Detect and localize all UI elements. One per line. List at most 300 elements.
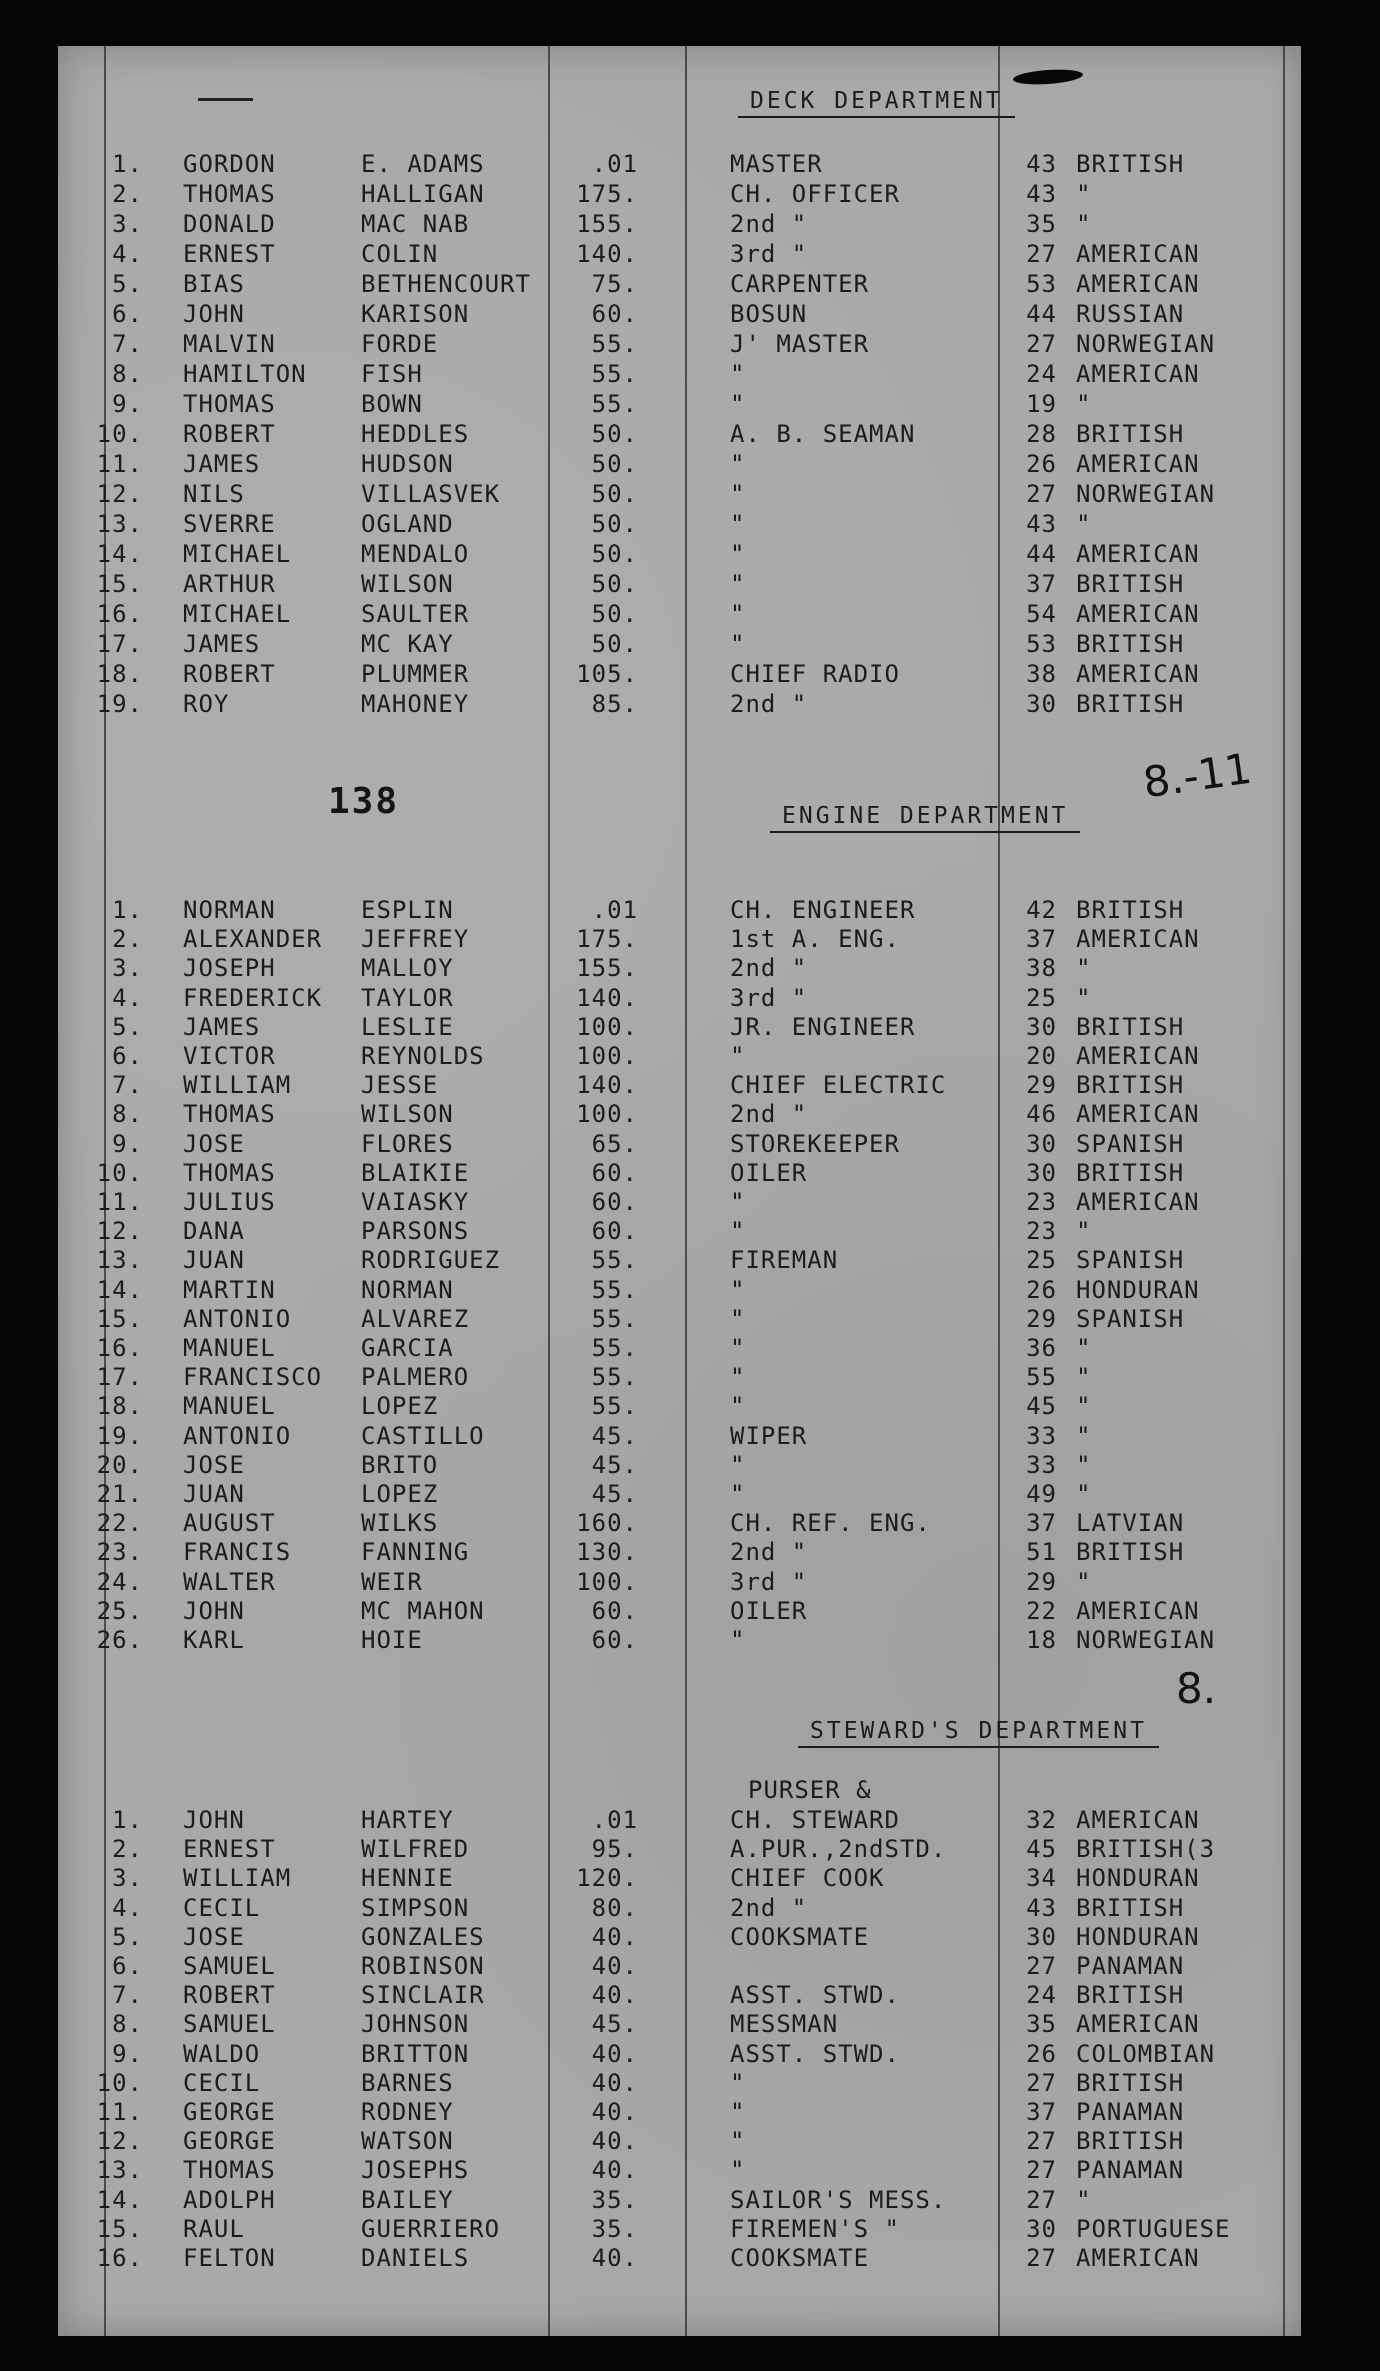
age: 24 [1026,1981,1057,2010]
age: 27 [1026,2156,1057,2185]
crew-number: 11. [96,2098,143,2126]
wage: 55. [591,1304,638,1333]
last-name: WILSON [361,1100,454,1129]
nationality: RUSSIAN [1076,300,1185,328]
rating: " [730,1042,746,1070]
age: 35 [1026,210,1057,238]
wage: 100. [576,1567,638,1596]
crew-number: 15. [96,570,143,598]
nationality: AMERICAN [1076,600,1200,628]
age: 38 [1026,954,1057,983]
age: 43 [1026,510,1057,538]
ink-blot [1013,68,1084,87]
crew-row [58,2040,1301,2069]
last-name: MC MAHON [361,1596,485,1625]
last-name: MAHONEY [361,690,470,718]
rating: " [730,1217,746,1246]
last-name: PALMERO [361,1363,470,1392]
first-name: JOHN [183,300,245,328]
wage: 55. [591,1363,638,1392]
last-name: HUDSON [361,450,454,478]
first-name: RAUL [183,2214,245,2243]
age: 55 [1026,1363,1057,1392]
first-name: JOSE [183,1450,245,1479]
first-name: CECIL [183,2068,261,2097]
last-name: VILLASVEK [361,480,501,508]
age: 43 [1026,1893,1057,1922]
crew-list-page [58,46,1301,2336]
rating: CHIEF COOK [730,1864,885,1893]
age: 33 [1026,1450,1057,1479]
last-name: GARCIA [361,1334,454,1362]
crew-number: 18. [96,1392,143,1421]
crew-number: 17. [96,1363,143,1392]
crew-number: 7. [112,1071,143,1100]
last-name: BLAIKIE [361,1158,470,1187]
wage: 45. [591,1480,638,1508]
sheet-number: 138 [328,781,400,822]
first-name: FELTON [183,2244,276,2272]
last-name: MC KAY [361,630,454,658]
age: 36 [1026,1334,1057,1362]
nationality: BRITISH [1076,690,1185,718]
first-name: SAMUEL [183,2010,276,2039]
purser-prefix: PURSER & [748,1776,872,1804]
wage: 60. [591,1596,638,1625]
nationality: HONDURAN [1076,1864,1200,1893]
nationality: SPANISH [1076,1129,1185,1158]
last-name: FORDE [361,330,439,358]
rating: ASST. STWD. [730,2039,900,2068]
last-name: PARSONS [361,1217,470,1246]
last-name: LESLIE [361,1012,454,1041]
crew-row [58,630,1301,659]
rating: " [730,2068,746,2097]
first-name: FRANCIS [183,1538,292,1567]
wage: 50. [591,480,638,508]
age: 32 [1026,1806,1057,1834]
age: 43 [1026,180,1057,208]
first-name: BIAS [183,270,245,298]
crew-row [58,1509,1301,1538]
crew-number: 1. [112,150,143,178]
last-name: RODRIGUEZ [361,1246,501,1275]
crew-number: 16. [96,1334,143,1362]
first-name: VICTOR [183,1042,276,1070]
last-name: FISH [361,360,423,388]
nationality: " [1076,1334,1092,1362]
crew-number: 13. [96,1246,143,1275]
age: 27 [1026,480,1057,508]
crew-number: 12. [96,480,143,508]
first-name: DANA [183,1217,245,1246]
crew-row [58,660,1301,689]
rating: 2nd " [730,954,808,983]
wage: 175. [576,925,638,954]
nationality: NORWEGIAN [1076,330,1216,358]
last-name: MENDALO [361,540,470,568]
crew-number: 1. [112,1806,143,1834]
rating: " [730,2156,746,2185]
rating: CARPENTER [730,270,870,298]
crew-row [58,270,1301,299]
first-name: NILS [183,480,245,508]
age: 29 [1026,1304,1057,1333]
wage: 60. [591,1188,638,1216]
age: 53 [1026,270,1057,298]
nationality: " [1076,210,1092,238]
rating: WIPER [730,1421,808,1450]
age: 37 [1026,925,1057,954]
crew-number: 13. [96,510,143,538]
wage: 75. [591,270,638,298]
last-name: WILSON [361,570,454,598]
crew-row [58,180,1301,209]
nationality: AMERICAN [1076,2244,1200,2272]
age: 27 [1026,330,1057,358]
last-name: JOSEPHS [361,2156,470,2185]
wage: 50. [591,600,638,628]
rating: A. B. SEAMAN [730,420,916,448]
nationality: " [1076,510,1092,538]
nationality: " [1076,1217,1092,1246]
wage: 160. [576,1509,638,1538]
last-name: GONZALES [361,1922,485,1951]
rating: MASTER [730,150,823,178]
age: 30 [1026,1158,1057,1187]
last-name: LOPEZ [361,1392,439,1421]
crew-row [58,1100,1301,1129]
crew-row [58,2186,1301,2215]
first-name: JOSEPH [183,954,276,983]
wage: 50. [591,630,638,658]
rating: ASST. STWD. [730,1981,900,2010]
crew-row [58,300,1301,329]
wage: 40. [591,2068,638,2097]
last-name: HENNIE [361,1864,454,1893]
crew-number: 12. [96,1217,143,1246]
wage: 175. [576,180,638,208]
nationality: BRITISH [1076,1071,1185,1100]
crew-row [58,1334,1301,1363]
age: 30 [1026,2214,1057,2243]
wage: 130. [576,1538,638,1567]
crew-number: 26. [96,1626,143,1654]
crew-row [58,1392,1301,1421]
nationality: " [1076,1363,1092,1392]
first-name: AUGUST [183,1509,276,1538]
wage: 50. [591,570,638,598]
crew-number: 16. [96,600,143,628]
crew-row [58,1451,1301,1480]
rating: MESSMAN [730,2010,839,2039]
nationality: BRITISH(3 [1076,1835,1216,1864]
crew-number: 8. [112,1100,143,1129]
wage: 105. [576,660,638,688]
last-name: WATSON [361,2127,454,2156]
crew-number: 6. [112,1042,143,1070]
first-name: FREDERICK [183,983,323,1012]
rating: J' MASTER [730,330,870,358]
last-name: WILFRED [361,1835,470,1864]
wage: 40. [591,2127,638,2156]
crew-row [58,420,1301,449]
age: 38 [1026,660,1057,688]
rating: " [730,1188,746,1216]
nationality: AMERICAN [1076,540,1200,568]
nationality: " [1076,1480,1092,1508]
wage: 50. [591,510,638,538]
crew-number: 9. [112,2039,143,2068]
first-name: JUAN [183,1246,245,1275]
crew-row [58,210,1301,239]
crew-row [58,1363,1301,1392]
crew-row [58,330,1301,359]
first-name: WILLIAM [183,1864,292,1893]
last-name: HOIE [361,1626,423,1654]
rating: 2nd " [730,1538,808,1567]
age: 27 [1026,240,1057,268]
rating: FIREMEN'S " [730,2214,900,2243]
crew-number: 13. [96,2156,143,2185]
last-name: BRITTON [361,2039,470,2068]
nationality: BRITISH [1076,1012,1185,1041]
rating: 2nd " [730,1893,808,1922]
first-name: ROBERT [183,420,276,448]
age: 54 [1026,600,1057,628]
rating: " [730,1304,746,1333]
rating: " [730,1450,746,1479]
crew-row [58,1305,1301,1334]
deck-department-heading: DECK DEPARTMENT [738,88,1015,118]
last-name: VAIASKY [361,1188,470,1216]
age: 27 [1026,1952,1057,1980]
nationality: BRITISH [1076,570,1185,598]
rating: " [730,2127,746,2156]
wage: 50. [591,450,638,478]
crew-row [58,1864,1301,1893]
nationality: SPANISH [1076,1246,1185,1275]
crew-row [58,984,1301,1013]
wage: 120. [576,1864,638,1893]
crew-number: 3. [112,1864,143,1893]
crew-number: 20. [96,1450,143,1479]
wage: 55. [591,1392,638,1421]
crew-row [58,1568,1301,1597]
rating: OILER [730,1158,808,1187]
crew-number: 5. [112,1012,143,1041]
nationality: HONDURAN [1076,1275,1200,1304]
crew-number: 8. [112,2010,143,2039]
last-name: E. ADAMS [361,150,485,178]
age: 49 [1026,1480,1057,1508]
rating: SAILOR'S MESS. [730,2185,947,2214]
wage: 60. [591,1217,638,1246]
crew-row [58,896,1301,925]
crew-row [58,1981,1301,2010]
wage: 95. [591,1835,638,1864]
age: 46 [1026,1100,1057,1129]
crew-number: 21. [96,1480,143,1508]
nationality: SPANISH [1076,1304,1185,1333]
wage: 140. [576,1071,638,1100]
crew-row [58,1130,1301,1159]
first-name: ROY [183,690,230,718]
age: 27 [1026,2127,1057,2156]
last-name: HALLIGAN [361,180,485,208]
first-name: MALVIN [183,330,276,358]
nationality: AMERICAN [1076,360,1200,388]
age: 33 [1026,1421,1057,1450]
wage: 100. [576,1100,638,1129]
crew-number: 1. [112,896,143,924]
age: 30 [1026,690,1057,718]
age: 51 [1026,1538,1057,1567]
crew-number: 22. [96,1509,143,1538]
crew-number: 10. [96,1158,143,1187]
wage: 45. [591,1450,638,1479]
age: 30 [1026,1922,1057,1951]
nationality: " [1076,954,1092,983]
rating: " [730,360,746,388]
nationality: AMERICAN [1076,240,1200,268]
crew-row [58,1246,1301,1275]
first-name: JOHN [183,1806,245,1834]
first-name: JOHN [183,1596,245,1625]
wage: 100. [576,1012,638,1041]
rating: " [730,570,746,598]
last-name: WILKS [361,1509,439,1538]
first-name: MARTIN [183,1275,276,1304]
first-name: JAMES [183,450,261,478]
rating: " [730,1363,746,1392]
rating: COOKSMATE [730,2244,870,2272]
first-name: MANUEL [183,1334,276,1362]
crew-row [58,1013,1301,1042]
last-name: JOHNSON [361,2010,470,2039]
crew-number: 24. [96,1567,143,1596]
wage: 60. [591,300,638,328]
nationality: NORWEGIAN [1076,1626,1216,1654]
wage: 140. [576,240,638,268]
first-name: GEORGE [183,2127,276,2156]
crew-row [58,240,1301,269]
first-name: KARL [183,1626,245,1654]
wage: 40. [591,1952,638,1980]
crew-number: 3. [112,210,143,238]
nationality: " [1076,180,1092,208]
nationality: " [1076,983,1092,1012]
age: 35 [1026,2010,1057,2039]
nationality: BRITISH [1076,2068,1185,2097]
first-name: MANUEL [183,1392,276,1421]
crew-row [58,2215,1301,2244]
crew-number: 7. [112,330,143,358]
crew-row [58,1835,1301,1864]
first-name: JAMES [183,1012,261,1041]
wage: .01 [591,150,638,178]
wage: .01 [591,1806,638,1834]
rating: " [730,1392,746,1421]
crew-number: 4. [112,1893,143,1922]
nationality: PORTUGUESE [1076,2214,1231,2243]
crew-number: 11. [96,1188,143,1216]
crew-row [58,690,1301,719]
age: 43 [1026,150,1057,178]
wage: 35. [591,2185,638,2214]
crew-row [58,1923,1301,1952]
age: 30 [1026,1012,1057,1041]
first-name: ALEXANDER [183,925,323,954]
nationality: LATVIAN [1076,1509,1185,1538]
rating: " [730,480,746,508]
crew-number: 6. [112,1952,143,1980]
rating: COOKSMATE [730,1922,870,1951]
purser-prefix-row [58,1776,1301,1805]
wage: 55. [591,360,638,388]
first-name: THOMAS [183,1158,276,1187]
first-name: ADOLPH [183,2185,276,2214]
wage: 140. [576,983,638,1012]
last-name: FANNING [361,1538,470,1567]
last-name: NORMAN [361,1275,454,1304]
first-name: SVERRE [183,510,276,538]
crew-row [58,1042,1301,1071]
rating: CH. STEWARD [730,1806,900,1834]
crew-row [58,2127,1301,2156]
rating: 2nd " [730,1100,808,1129]
first-name: WILLIAM [183,1071,292,1100]
age: 27 [1026,2068,1057,2097]
nationality: AMERICAN [1076,1188,1200,1216]
last-name: SINCLAIR [361,1981,485,2010]
rating: " [730,1626,746,1654]
wage: 45. [591,1421,638,1450]
nationality: BRITISH [1076,630,1185,658]
first-name: GEORGE [183,2098,276,2126]
wage: 60. [591,1626,638,1654]
last-name: FLORES [361,1129,454,1158]
rating: " [730,450,746,478]
first-name: ROBERT [183,660,276,688]
nationality: " [1076,390,1092,418]
first-name: DONALD [183,210,276,238]
wage: 35. [591,2214,638,2243]
age: 25 [1026,1246,1057,1275]
first-name: MICHAEL [183,540,292,568]
first-name: HAMILTON [183,360,307,388]
crew-number: 10. [96,420,143,448]
age: 42 [1026,896,1057,924]
crew-number: 8. [112,360,143,388]
crew-number: 15. [96,2214,143,2243]
crew-row [58,2098,1301,2127]
nationality: " [1076,2185,1092,2214]
nationality: COLOMBIAN [1076,2039,1216,2068]
last-name: JEFFREY [361,925,470,954]
crew-number: 19. [96,690,143,718]
last-name: HEDDLES [361,420,470,448]
last-name: DANIELS [361,2244,470,2272]
last-name: ALVAREZ [361,1304,470,1333]
first-name: GORDON [183,150,276,178]
nationality: AMERICAN [1076,925,1200,954]
first-name: SAMUEL [183,1952,276,1980]
rating: JR. ENGINEER [730,1012,916,1041]
engine-department-heading: ENGINE DEPARTMENT [770,803,1080,833]
rating: BOSUN [730,300,808,328]
age: 26 [1026,450,1057,478]
